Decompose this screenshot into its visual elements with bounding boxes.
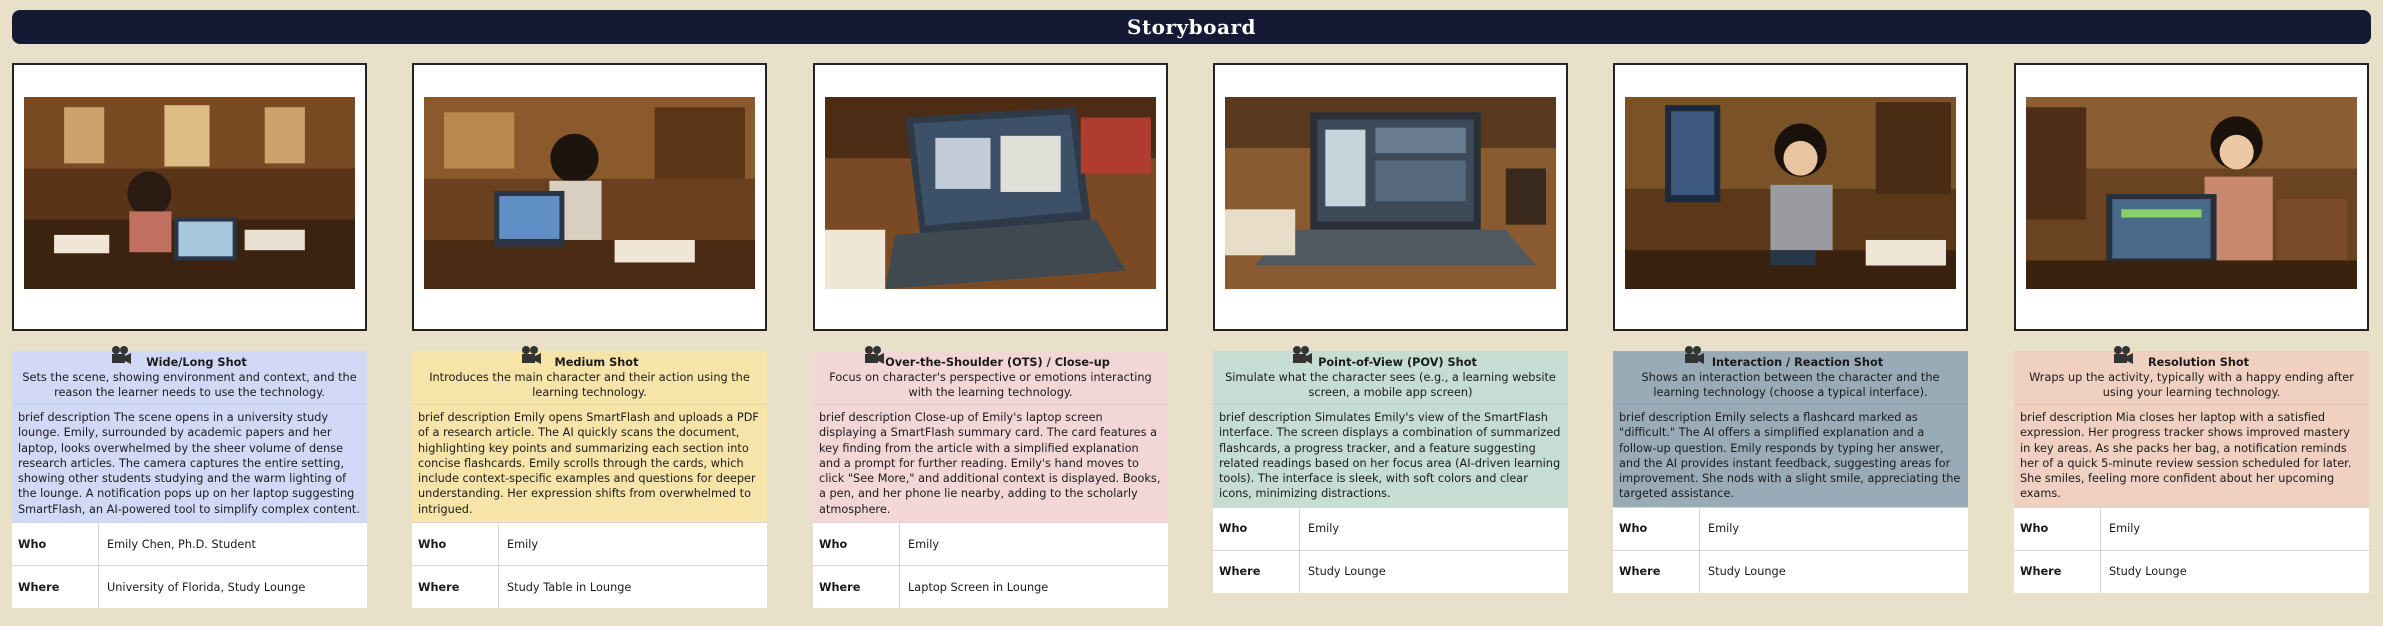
shot-image-frame	[1613, 63, 1968, 331]
shot-details-table	[813, 522, 1168, 608]
storyboard-title-bar	[12, 10, 2371, 44]
who-label: Who	[2014, 508, 2101, 550]
shot-column-5	[1613, 63, 1968, 593]
movie-camera-icon	[2112, 344, 2134, 366]
shot-purpose: Wraps up the activity, typically with a happy ending after using your learning technology.	[2029, 371, 2354, 399]
who-value: Emily	[507, 537, 539, 551]
where-label: Where	[2014, 551, 2101, 593]
shot-type: Interaction / Reaction Shot	[1711, 356, 1884, 369]
shot-header	[12, 351, 367, 404]
who-label: Who	[412, 523, 499, 565]
shot-purpose: Sets the scene, showing environment and context, and the reason the learner needs to use the technology.	[22, 371, 357, 399]
shot-illustration	[1225, 97, 1556, 289]
who-value: Emily	[2109, 522, 2141, 536]
where-label: Where	[1213, 551, 1300, 593]
where-value: Laptop Screen in Lounge	[908, 580, 1049, 594]
where-value: University of Florida, Study Lounge	[107, 580, 306, 594]
shot-column-1	[12, 63, 367, 608]
where-value: Study Lounge	[1308, 565, 1386, 579]
who-row	[1213, 507, 1568, 550]
where-row	[412, 565, 767, 608]
where-value: Study Table in Lounge	[507, 580, 632, 594]
where-row	[12, 565, 367, 608]
shot-header	[1613, 351, 1968, 404]
movie-camera-icon	[1291, 344, 1313, 366]
shot-details-table	[1213, 507, 1568, 593]
where-value: Study Lounge	[1708, 565, 1786, 579]
who-value: Emily	[1308, 522, 1340, 536]
shot-image-frame	[412, 63, 767, 331]
movie-camera-icon	[863, 344, 885, 366]
where-row	[1213, 550, 1568, 593]
movie-camera-icon	[1683, 344, 1705, 366]
who-label: Who	[12, 523, 99, 565]
who-label: Who	[1213, 508, 1300, 550]
where-row	[1613, 550, 1968, 593]
shot-illustration	[424, 97, 755, 289]
shot-brief-description: brief description Close-up of Emily's laptop screen displaying a SmartFlash summary card. The card features a key finding from the article with a simplified explanation and a prompt for further reading. Emily's hand moves to click "See More," and additional context is displayed. Books, a pen, and her phone lie nearby, adding to the scholarly atmosphere.	[813, 404, 1168, 522]
who-row	[412, 522, 767, 565]
who-row	[813, 522, 1168, 565]
who-value: Emily	[908, 537, 940, 551]
who-value: Emily Chen, Ph.D. Student	[107, 537, 256, 551]
who-value: Emily	[1708, 522, 1740, 536]
shot-brief-description: brief description Emily selects a flashcard marked as "difficult." The AI offers a simplified explanation and a follow-up question. Emily responds by typing her answer, and the AI provides instant feedback, suggesting areas for improvement. She nods with a slight smile, appreciating the targeted assistance.	[1613, 404, 1968, 507]
who-label: Who	[1613, 508, 1700, 550]
shot-column-3	[813, 63, 1168, 608]
shot-brief-description: brief description Simulates Emily's view of the SmartFlash interface. The screen displays a combination of summarized flashcards, a progress tracker, and a feature suggesting related readings based on her focus area (AI-driven learning tools). The interface is sleek, with soft colors and clear icons, minimizing distractions.	[1213, 404, 1568, 507]
shot-header	[1213, 351, 1568, 404]
who-row	[1613, 507, 1968, 550]
who-label: Who	[813, 523, 900, 565]
shot-illustration	[825, 97, 1156, 289]
shot-image-frame	[12, 63, 367, 331]
shot-illustration	[2026, 97, 2357, 289]
shot-image-frame	[2014, 63, 2369, 331]
shot-header	[2014, 351, 2369, 404]
shot-brief-description: brief description The scene opens in a university study lounge. Emily, surrounded by academic papers and her laptop, looks overwhelmed by the sheer volume of dense research articles. The camera captures the entire setting, showing other students studying and the warm lighting of the lounge. A notification pops up on her laptop suggesting SmartFlash, an AI-powered tool to simplify complex content.	[12, 404, 367, 522]
shot-purpose: Introduces the main character and their action using the learning technology.	[429, 371, 750, 399]
shot-details-table	[12, 522, 367, 608]
shot-header	[412, 351, 767, 404]
shot-purpose: Focus on character's perspective or emotions interacting with the learning technology.	[829, 371, 1152, 399]
shot-column-4	[1213, 63, 1568, 593]
shot-illustration	[1625, 97, 1956, 289]
where-row	[813, 565, 1168, 608]
shot-details-table	[1613, 507, 1968, 593]
where-label: Where	[1613, 551, 1700, 593]
shot-illustration	[24, 97, 355, 289]
shot-image-frame	[1213, 63, 1568, 331]
shot-type: Wide/Long Shot	[146, 356, 247, 369]
where-label: Where	[813, 566, 900, 608]
where-label: Where	[412, 566, 499, 608]
shot-details-table	[412, 522, 767, 608]
shot-type: Point-of-View (POV) Shot	[1318, 356, 1477, 369]
shot-column-6	[2014, 63, 2369, 593]
shot-details-table	[2014, 507, 2369, 593]
who-row	[2014, 507, 2369, 550]
shot-image-frame	[813, 63, 1168, 331]
shot-brief-description: brief description Emily opens SmartFlash and uploads a PDF of a research article. The AI quickly scans the document, highlighting key points and summarizing each section into concise flashcards. Emily scrolls through the cards, which include context-specific examples and questions for deeper understanding. Her expression shifts from overwhelmed to intrigued.	[412, 404, 767, 522]
shot-purpose: Simulate what the character sees (e.g., a learning website screen, a mobile app screen)	[1225, 371, 1556, 399]
where-label: Where	[12, 566, 99, 608]
shot-brief-description: brief description Mia closes her laptop with a satisfied expression. Her progress tracker shows improved mastery in key areas. As she packs her bag, a notification reminds her of a quick 5-minute review session scheduled for later. She smiles, feeling more confident about her upcoming exams.	[2014, 404, 2369, 507]
who-row	[12, 522, 367, 565]
shot-type: Resolution Shot	[2147, 356, 2250, 369]
where-row	[2014, 550, 2369, 593]
where-value: Study Lounge	[2109, 565, 2187, 579]
page-title: Storyboard	[1127, 15, 1256, 39]
movie-camera-icon	[520, 344, 542, 366]
shot-type: Medium Shot	[554, 356, 639, 369]
movie-camera-icon	[110, 344, 132, 366]
shot-column-2	[412, 63, 767, 608]
shot-purpose: Shows an interaction between the character and the learning technology (choose a typical interface).	[1641, 371, 1940, 399]
shot-type: Over-the-Shoulder (OTS) / Close-up	[885, 356, 1110, 369]
